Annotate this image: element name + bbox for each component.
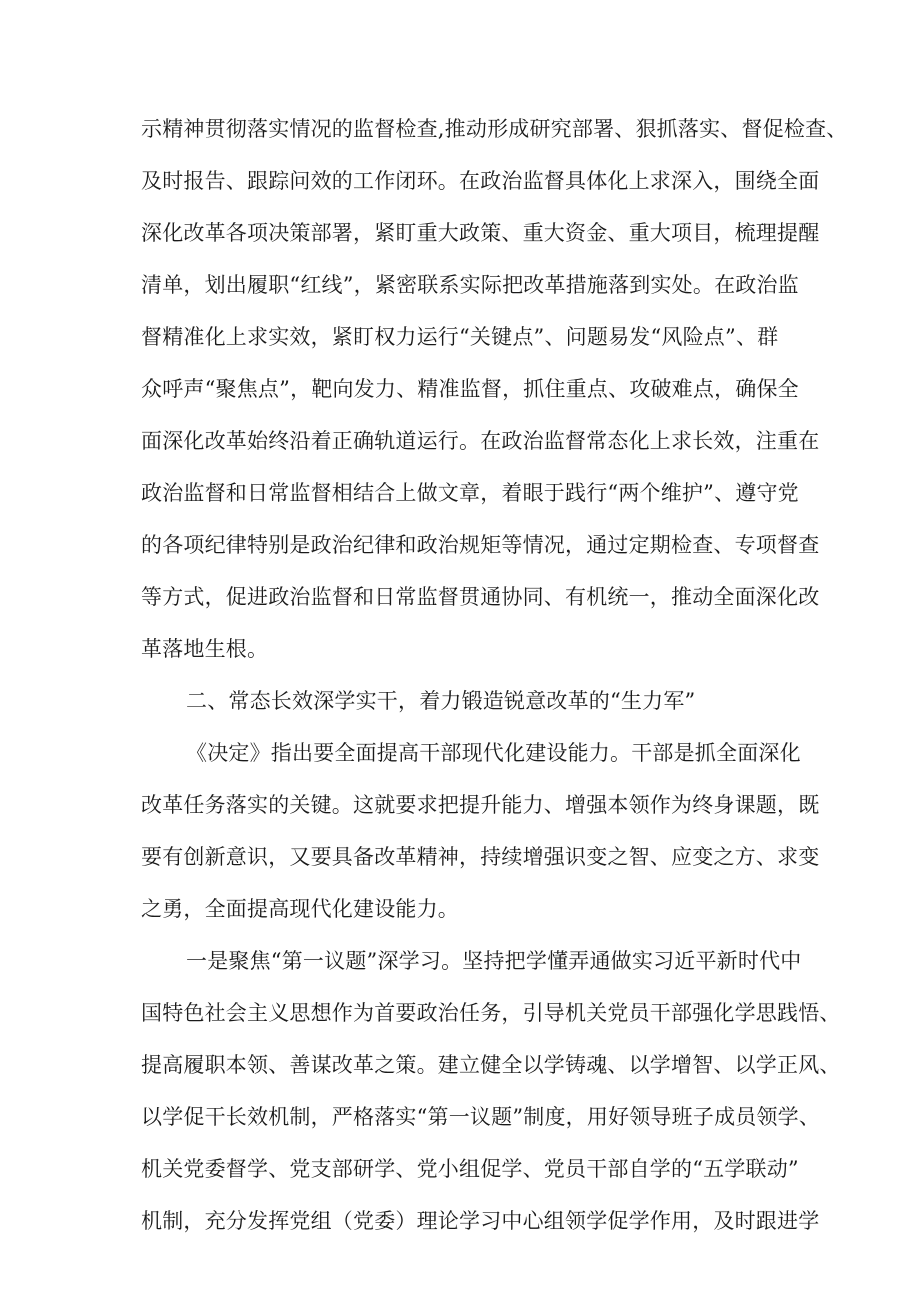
paragraph-1-line: 众呼声“聚焦点”，靶向发力、精准监督，抓住重点、攻破难点，确保全	[141, 377, 799, 401]
paragraph-1-line: 的各项纪律特别是政治纪律和政治规矩等情况，通过定期检查、专项督查	[141, 533, 820, 557]
paragraph-1-line: 革落地生根。	[141, 637, 269, 661]
paragraph-1-line: 面深化改革始终沿着正确轨道运行。在政治监督常态化上求长效，注重在	[141, 429, 820, 453]
paragraph-1-line: 政治监督和日常监督相结合上做文章，着眼于践行“两个维护”、遵守党	[141, 481, 799, 505]
paragraph-3-line: 机关党委督学、党支部研学、党小组促学、党员干部自学的“五学联动”	[141, 1157, 799, 1181]
paragraph-2-line: 《决定》指出要全面提高干部现代化建设能力。干部是抓全面深化	[186, 741, 801, 765]
paragraph-3-line: 以学促干长效机制，严格落实“第一议题”制度，用好领导班子成员领学、	[141, 1105, 821, 1129]
paragraph-1-line: 等方式，促进政治监督和日常监督贯通协同、有机统一，推动全面深化改	[141, 585, 820, 609]
paragraph-1-line: 深化改革各项决策部署，紧盯重大政策、重大资金、重大项目，梳理提醒	[141, 221, 820, 245]
paragraph-3-line: 提高履职本领、善谋改革之策。建立健全以学铸魂、以学增智、以学正风、	[141, 1053, 841, 1077]
paragraph-3-line: 国特色社会主义思想作为首要政治任务，引导机关党员干部强化学思践悟、	[141, 1001, 841, 1025]
paragraph-2-line: 改革任务落实的关键。这就要求把提升能力、增强本领作为终身课题，既	[141, 793, 820, 817]
paragraph-2-line: 要有创新意识，又要具备改革精神，持续增强识变之智、应变之方、求变	[141, 845, 820, 869]
paragraph-1-line: 清单，划出履职“红线”，紧密联系实际把改革措施落到实处。在政治监	[141, 273, 799, 297]
paragraph-1-line: 示精神贯彻落实情况的监督检查,推动形成研究部署、狠抓落实、督促检查、	[141, 117, 848, 141]
paragraph-3-line: 机制，充分发挥党组（党委）理论学习中心组领学促学作用，及时跟进学	[141, 1209, 820, 1233]
section-heading-2: 二、常态长效深学实干，着力锻造锐意改革的“生力军”	[186, 689, 696, 713]
paragraph-3-line: 一是聚焦“第一议题”深学习。坚持把学懂弄通做实习近平新时代中	[186, 949, 802, 973]
paragraph-1-line: 及时报告、跟踪问效的工作闭环。在政治监督具体化上求深入，围绕全面	[141, 169, 820, 193]
paragraph-2-line: 之勇，全面提高现代化建设能力。	[141, 897, 459, 921]
paragraph-1-line: 督精准化上求实效，紧盯权力运行“关键点”、问题易发“风险点”、群	[141, 325, 779, 349]
